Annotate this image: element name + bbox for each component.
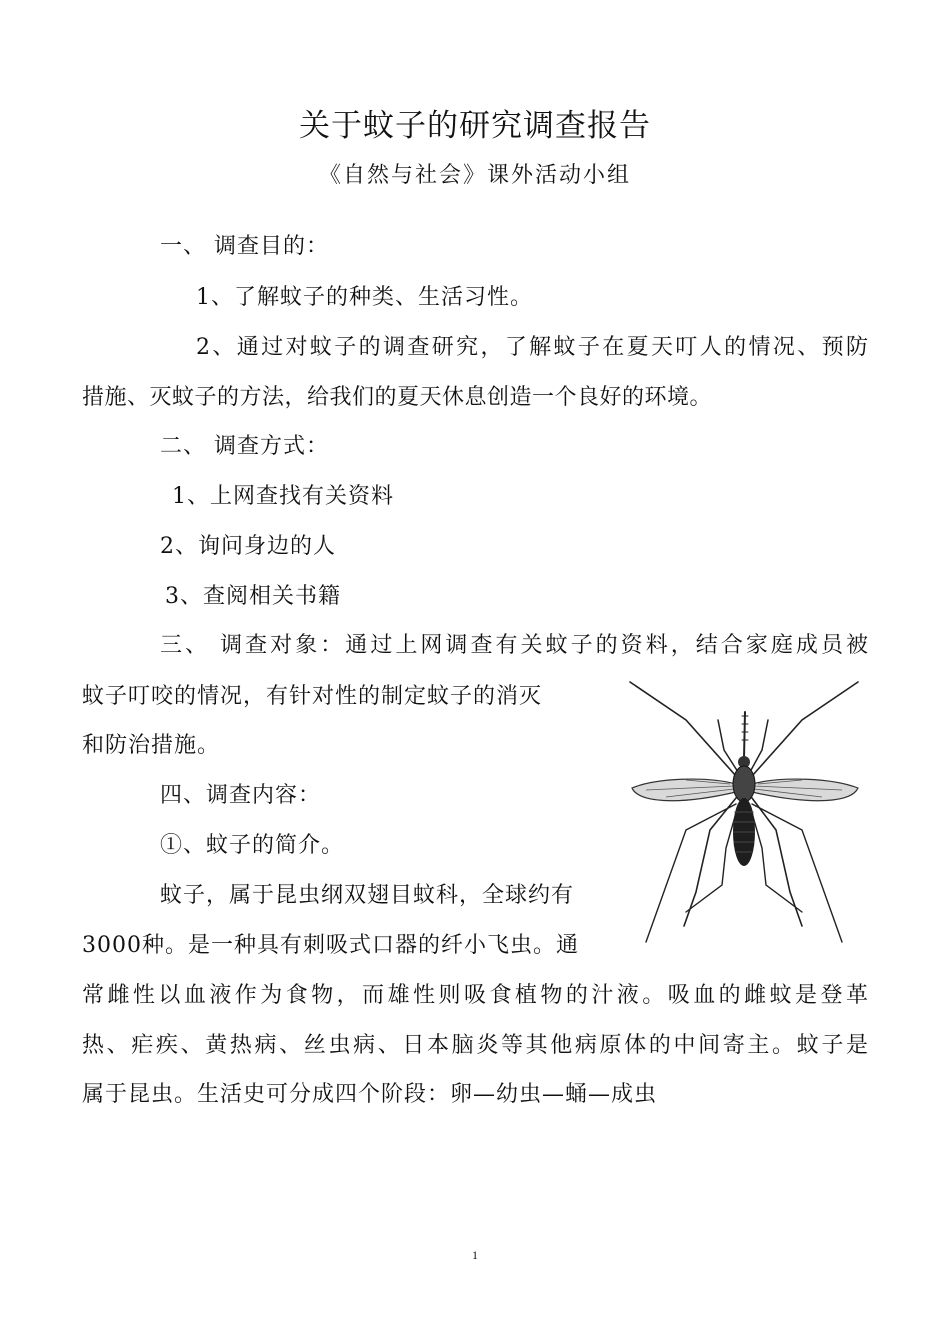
page-number: 1: [472, 1248, 478, 1262]
content-subheading-intro: ①、蚊子的简介。: [160, 833, 345, 858]
method-item-2: 2、询问身边的人: [160, 534, 336, 559]
document-title: 关于蚊子的研究调查报告: [299, 108, 651, 144]
section-heading-object: 三、 调查对象：通过上网调查有关蚊子的资料，结合家庭成员被: [160, 633, 868, 658]
purpose-item-2: 2、通过对蚊子的调查研究，了解蚊子在夏天叮人的情况、预防: [196, 335, 868, 360]
mosquito-illustration: [626, 680, 866, 950]
method-item-1: 1、上网查找有关资料: [172, 484, 394, 509]
intro-paragraph-line-2: 3000种。是一种具有刺吸式口器的纤小飞虫。通: [82, 933, 579, 958]
document-subtitle: 《自然与社会》课外活动小组: [318, 163, 631, 188]
section-heading-purpose: 一、 调查目的：: [160, 234, 329, 259]
intro-paragraph-line-1: 蚊子，属于昆虫纲双翅目蚊科，全球约有: [160, 883, 575, 908]
purpose-item-2-cont: 措施、灭蚊子的方法，给我们的夏天休息创造一个良好的环境。: [82, 385, 713, 410]
section-heading-method: 二、 调查方式：: [160, 434, 329, 459]
object-text-cont-1: 蚊子叮咬的情况，有针对性的制定蚊子的消灭: [82, 684, 543, 709]
intro-paragraph-line-3: 常雌性以血液作为食物，而雄性则吸食植物的汁液。吸血的雌蚊是登革: [82, 983, 868, 1008]
method-item-3: 3、查阅相关书籍: [165, 584, 341, 609]
section-heading-content: 四、调查内容：: [160, 783, 322, 808]
intro-paragraph-line-4: 热、疟疾、黄热病、丝虫病、日本脑炎等其他病原体的中间寄主。蚊子是: [82, 1033, 868, 1058]
purpose-item-1: 1、了解蚊子的种类、生活习性。: [196, 285, 533, 310]
object-text-cont-2: 和防治措施。: [82, 733, 221, 758]
intro-paragraph-line-5: 属于昆虫。生活史可分成四个阶段：卵—幼虫—蛹—成虫: [82, 1082, 658, 1107]
